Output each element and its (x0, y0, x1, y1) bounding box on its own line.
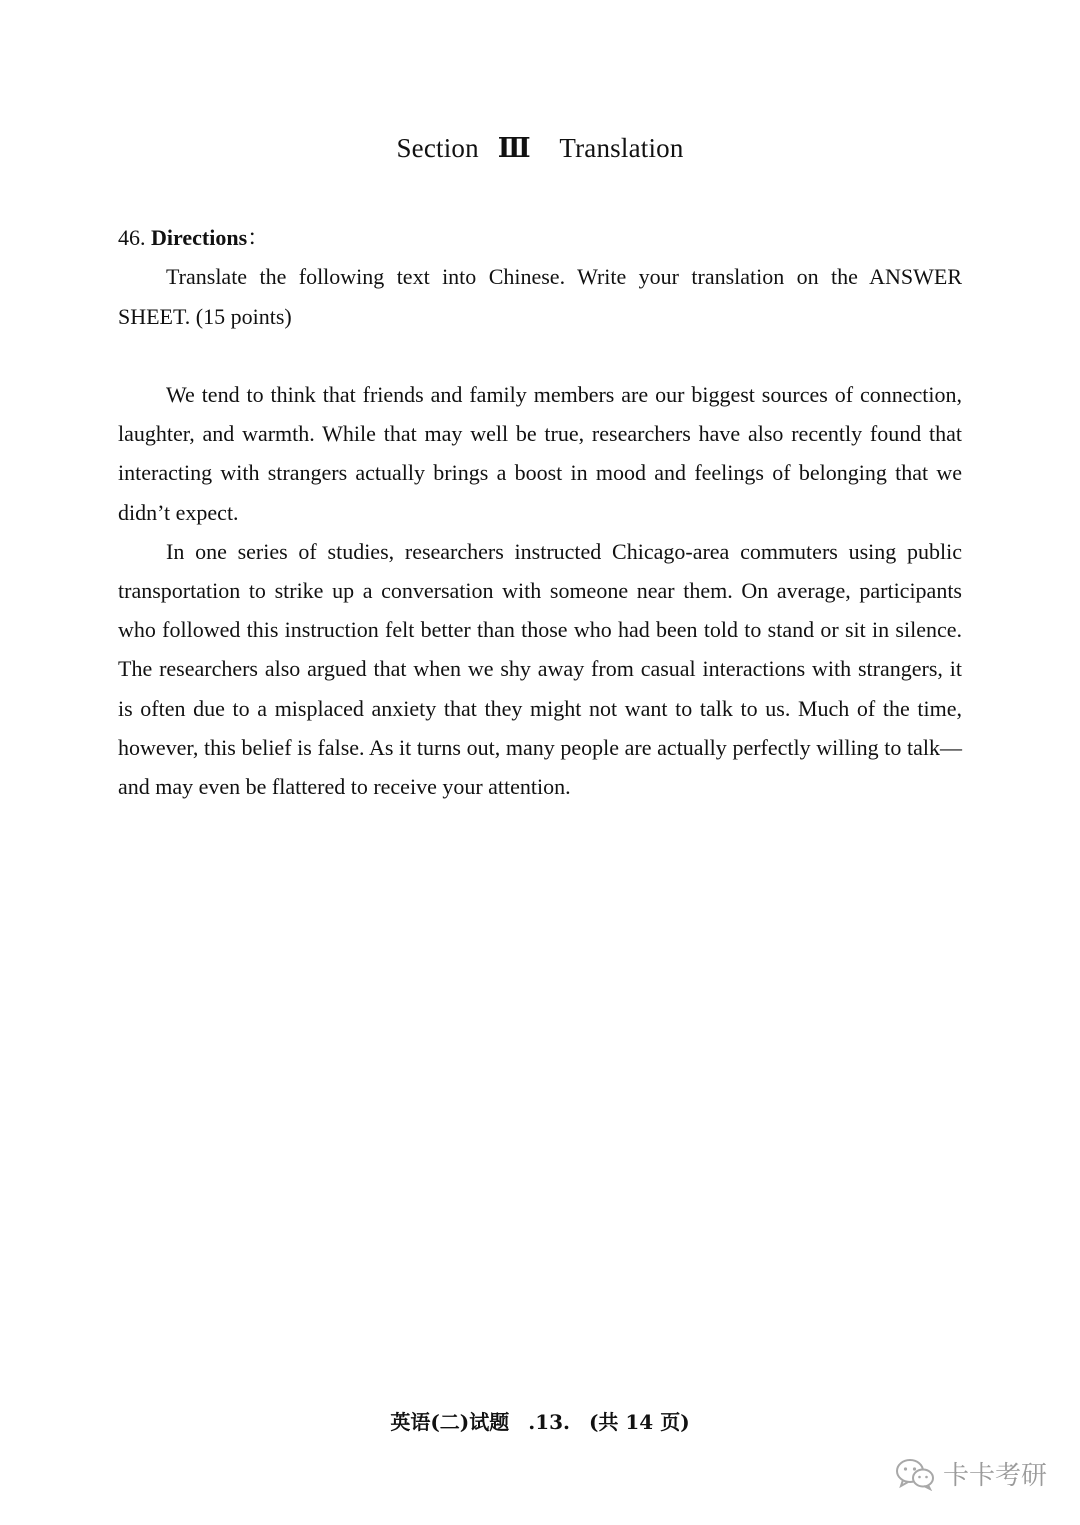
passage-paragraph: In one series of studies, researchers instructed Chicago-area commuters using public transportation to strike up a conversation with someone near them. On average, participants who followed this instruction felt better than those who had been told to stand or sit in silence. The researchers also argued that when we shy away from casual interactions with strangers, it is often due to a misplaced anxiety that they might not want to talk to us. Much of the time, however, this belief is false. As it turns out, many people are actually perfectly willing to talk—and may even be flattered to receive your attention. (118, 538, 962, 800)
footer-page-number: .13. (528, 1410, 570, 1434)
directions-text: Translate the following text into Chinese. Write your translation on the ANSWER SHEET. (15 points) (118, 264, 962, 329)
directions-colon: ： (247, 225, 270, 250)
footer-exam-title: 英语(二)试题 (390, 1410, 510, 1434)
question-header (118, 221, 269, 252)
section-title (0, 133, 1080, 164)
wechat-icon (895, 1457, 935, 1491)
section-title-prefix: Section (396, 133, 479, 163)
footer-total-pages: (共 14 页) (588, 1410, 690, 1434)
directions-label: Directions (151, 225, 248, 250)
page-footer (0, 1406, 1080, 1435)
section-title-suffix: Translation (559, 133, 684, 163)
question-number: 46. (118, 225, 146, 250)
translation-passage (118, 375, 962, 806)
section-roman-numeral: Ⅲ (497, 133, 531, 163)
watermark-text: 卡卡考研 (943, 1461, 1048, 1491)
passage-paragraph: We tend to think that friends and family members are our biggest sources of connection, laughter, and warmth. While that may well be true, researchers have also recently found that interacting with strangers actually brings a boost in mood and feelings of belonging that we didn’t expect. (118, 382, 962, 525)
watermark (895, 1455, 1047, 1492)
